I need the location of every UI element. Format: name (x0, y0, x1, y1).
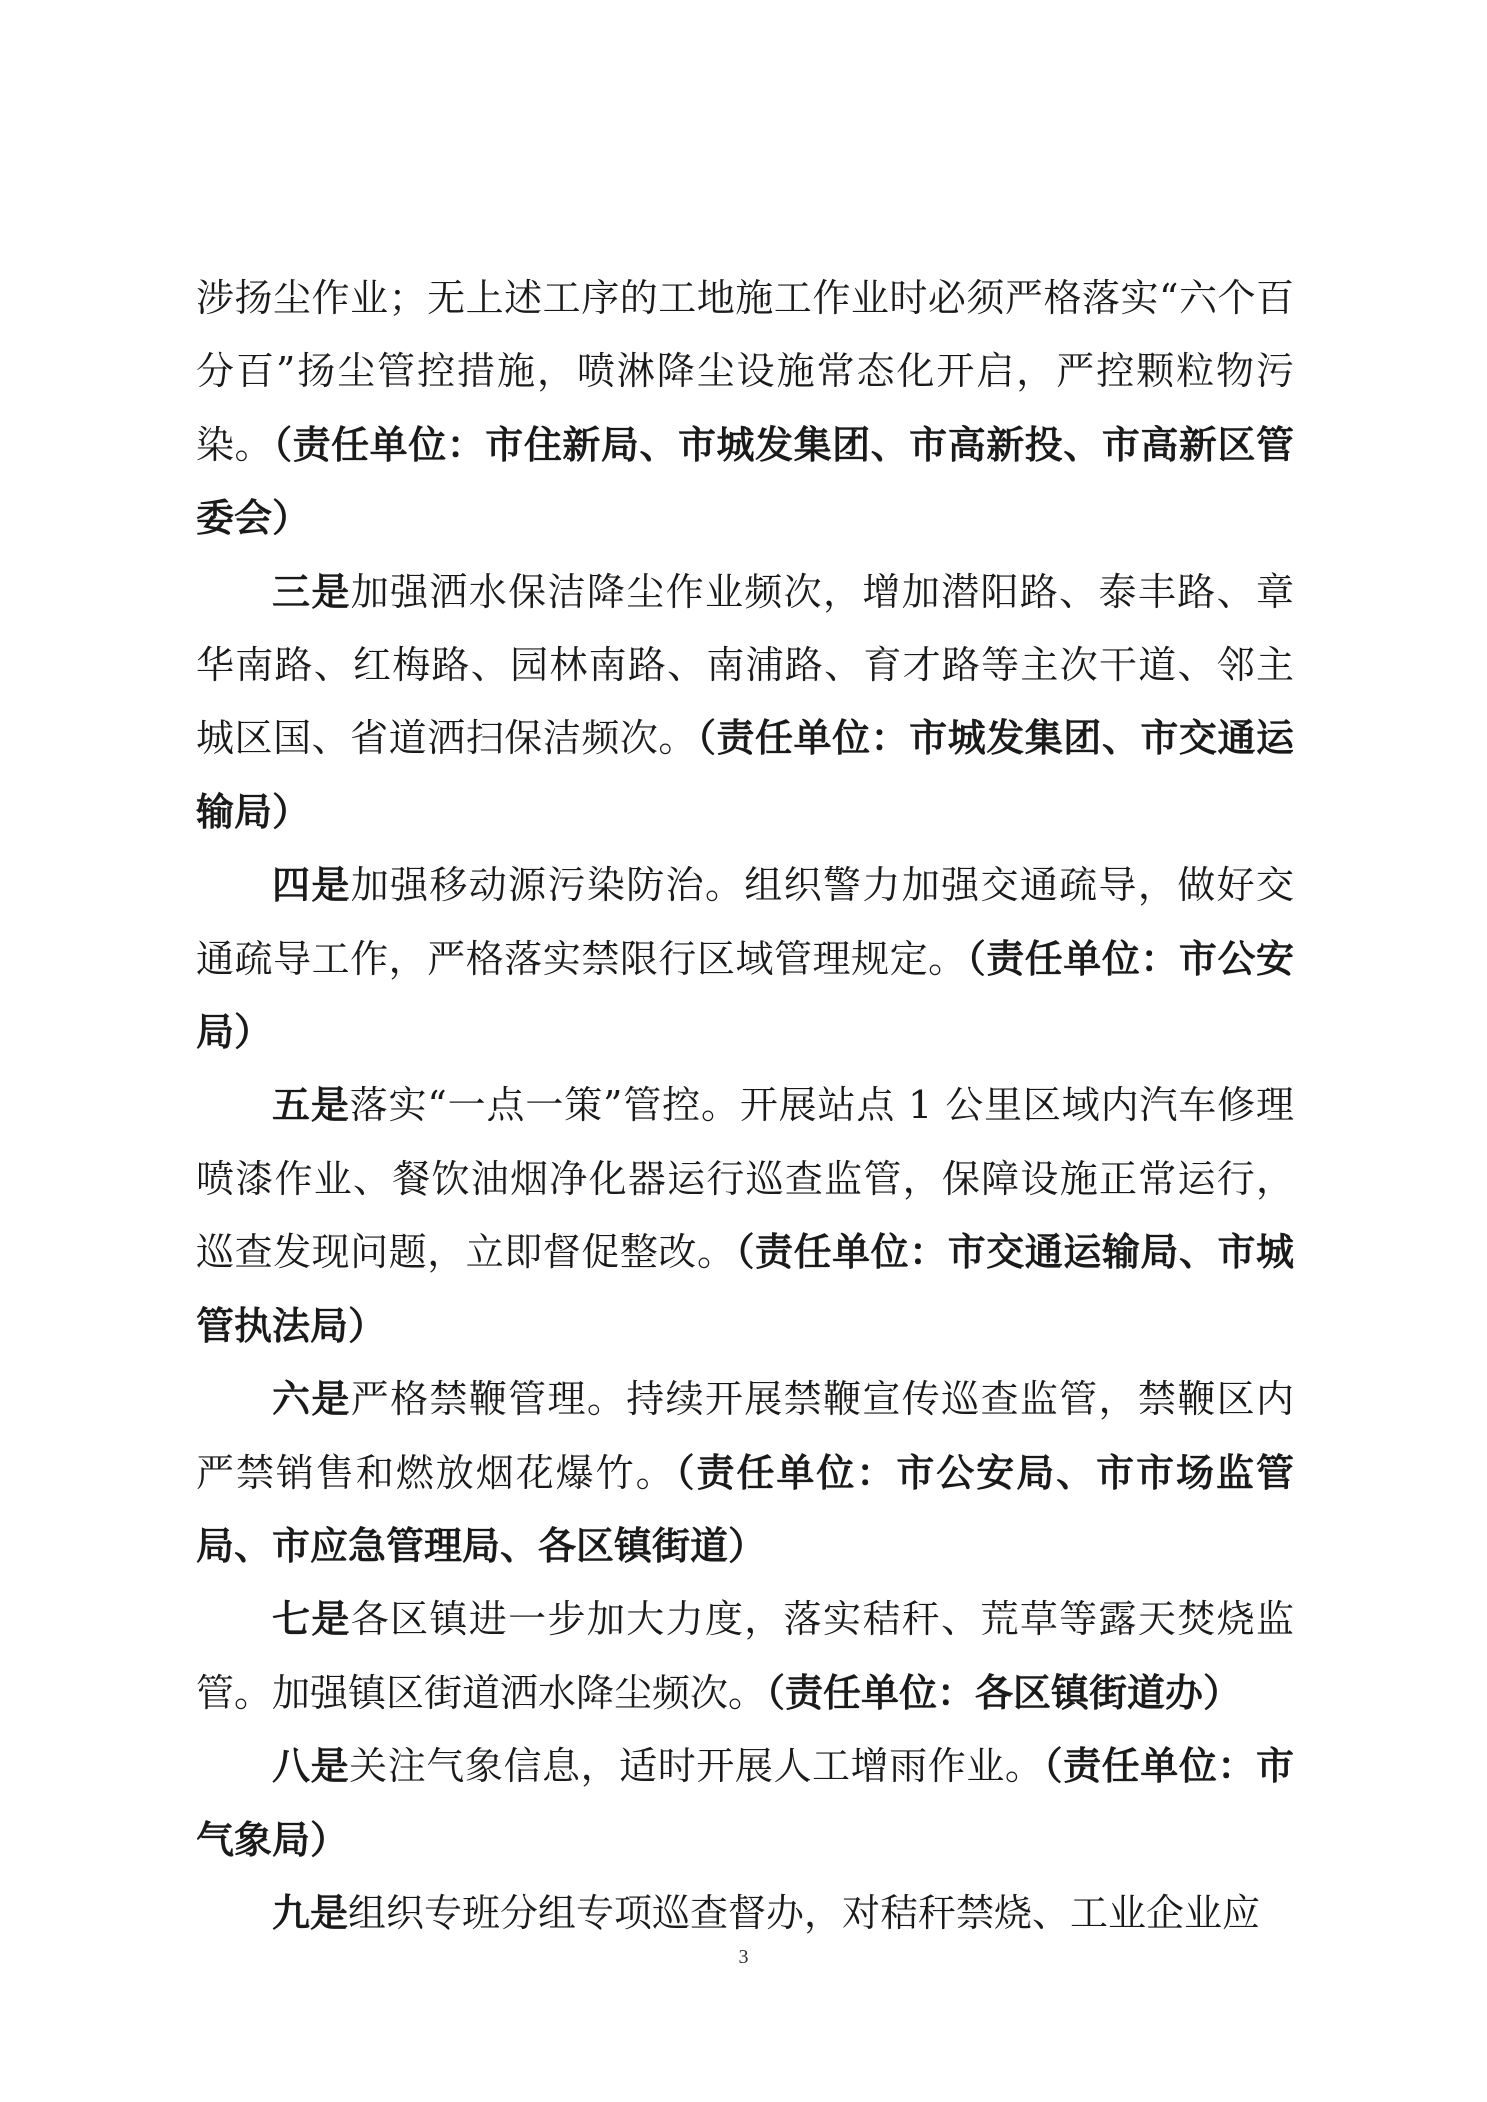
responsibility-note: （责任单位：各区镇街道办） (766, 1670, 1242, 1715)
paragraph-text: 涉扬尘作业；无上述工序的工地施工作业时必须严格落实“六个百分百”扬尘管控措施，喷淋降尘设施常态化开启，严控颗粒物污染。 (196, 276, 1294, 467)
paragraph-text: 落实“一点一策”管控。开展站点 1 公里区域内汽车修理喷漆作业、餐饮油烟净化器运行巡查监管，保障设施正常运行，巡查发现问题，立即督促整改。 (196, 1083, 1294, 1275)
paragraph-item-9 (196, 1877, 1294, 1950)
paragraph-lead: 四是 (272, 863, 351, 908)
paragraph-item-4 (196, 849, 1294, 1069)
paragraph-text: 严格禁鞭管理。持续开展禁鞭宣传巡查监管，禁鞭区内严禁销售和燃放烟花爆竹。 (196, 1377, 1294, 1495)
document-body (196, 262, 1294, 1950)
paragraph-text: 加强移动源污染防治。组织警力加强交通疏导，做好交通疏导工作，严格落实禁限行区域管理规定。 (196, 863, 1294, 981)
responsibility-note: （责任单位：市城发集团、市交通运输局） (196, 716, 1294, 834)
responsibility-note: （责任单位：市公安局） (196, 936, 1294, 1055)
paragraph-text: 关注气象信息，适时开展人工增雨作业。 (349, 1744, 1044, 1789)
paragraph-lead: 三是 (272, 569, 351, 614)
page-number: 3 (738, 1946, 749, 1968)
paragraph-text: 各区镇进一步加大力度，落实秸秆、荒草等露天焚烧监管。加强镇区街道洒水降尘频次。 (196, 1597, 1294, 1715)
paragraph-item-7 (196, 1583, 1294, 1730)
responsibility-note: （责任单位：市交通运输局、市城管执法局） (196, 1230, 1294, 1348)
paragraph-lead: 九是 (272, 1890, 349, 1935)
paragraph-item-6 (196, 1363, 1294, 1583)
paragraph-lead: 五是 (272, 1083, 350, 1128)
paragraph-item-3 (196, 556, 1294, 850)
paragraph-lead: 七是 (272, 1597, 351, 1642)
paragraph-item-8 (196, 1730, 1294, 1877)
responsibility-note: （责任单位：市气象局） (196, 1744, 1294, 1862)
paragraph-lead: 六是 (272, 1377, 351, 1422)
paragraph-text: 组织专班分组专项巡查督办，对秸秆禁烧、工业企业应 (348, 1890, 1261, 1935)
paragraph-lead: 八是 (272, 1744, 350, 1789)
paragraph-continuation (196, 262, 1294, 556)
responsibility-note: （责任单位：市公安局、市市场监管局、市应急管理局、各区镇街道） (196, 1450, 1294, 1568)
responsibility-note: （责任单位：市住新局、市城发集团、市高新投、市高新区管委会） (196, 422, 1294, 541)
paragraph-item-5 (196, 1069, 1294, 1363)
paragraph-text: 加强洒水保洁降尘作业频次，增加潜阳路、泰丰路、章华南路、红梅路、园林南路、南浦路、育才路等主次干道、邻主城区国、省道洒扫保洁频次。 (196, 569, 1294, 761)
